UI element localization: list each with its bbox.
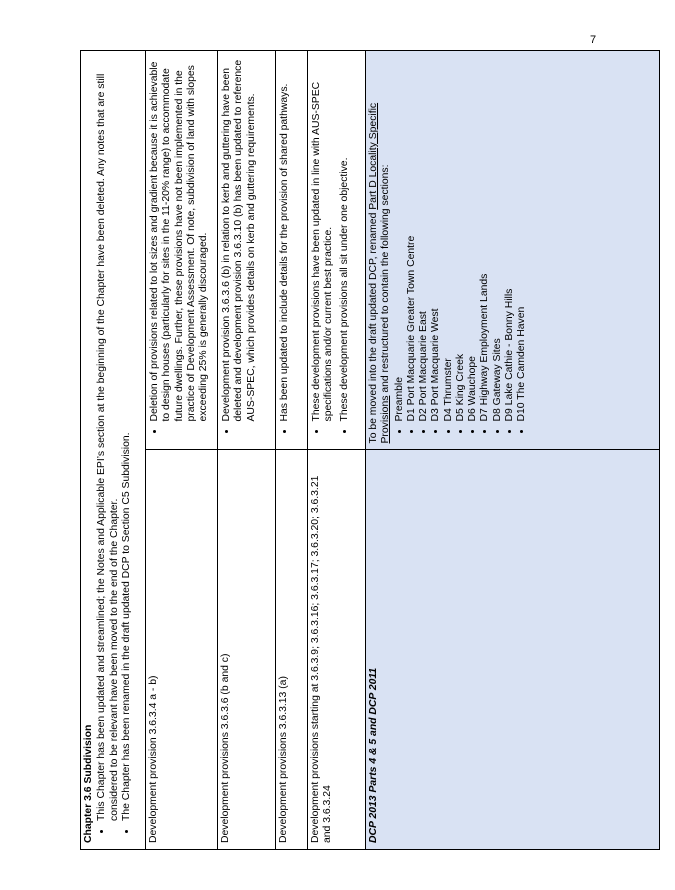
page-number: 7 — [590, 34, 597, 46]
table-row — [366, 51, 660, 850]
chapter-note: • The Chapter has been renamed in the draft updated DCP to Section C5 Subdivision. — [121, 56, 133, 821]
list-item: • D7 Highway Employment Lands — [479, 56, 491, 422]
list-item: • These development provisions all sit under one objective. — [339, 56, 351, 422]
provision-description — [146, 51, 218, 451]
provision-description — [276, 51, 308, 451]
table-row — [308, 51, 366, 850]
list-item: • Has been updated to include details for the provision of shared pathways. — [279, 56, 291, 422]
provision-label: Development provisions starting at 3.6.3.9; 3.6.3.16; 3.6.3.17; 3.6.3.20; 3.6.3.21 and 3.6.3.24 — [308, 450, 366, 850]
provision-description — [308, 51, 366, 451]
rotated-page-content — [80, 50, 660, 850]
list-item: • Preamble — [394, 56, 406, 422]
list-item: • D3 Port Macquarie West — [430, 56, 442, 422]
list-item: • D5 King Creek — [455, 56, 467, 422]
list-item: • D6 Wauchope — [467, 56, 479, 422]
provision-label: Development provision 3.6.3.4 a - b) — [146, 450, 218, 850]
chapter-header-cell — [81, 51, 146, 850]
list-item: • D9 Lake Cathie - Bonny Hills — [504, 56, 516, 422]
provision-label: Development provisions 3.6.3.13 (a) — [276, 450, 308, 850]
part-d-link-text: Part D Locality Specific Provisions — [368, 102, 392, 444]
table-row — [146, 51, 218, 850]
list-item: • D1 Port Macquarie Greater Town Centre — [406, 56, 418, 422]
chapter-note: • This Chapter has been updated and streamlined; the Notes and Applicable EPI’s section at the beginning of the Chapter have been deleted. Any notes that are still considered to be relevant have been moved to the end of the Chapter. — [96, 56, 121, 821]
chapter-title: Chapter 3.6 Subdivision — [83, 724, 94, 843]
table-row — [218, 51, 276, 850]
summary-table — [80, 50, 660, 850]
section-list — [394, 56, 529, 444]
list-item: • Development provision 3.6.3.6 (b) in relation to kerb and guttering have been deleted and development provision 3.6.3.10 (b) has been updated to reference AUS-SPEC, which provides details on kerb and guttering requirements. — [221, 56, 258, 422]
list-item: • D10 The Camden Haven — [516, 56, 528, 422]
chapter-notes-list — [96, 56, 133, 843]
list-item: • D2 Port Macquarie East — [418, 56, 430, 422]
provision-description — [218, 51, 276, 451]
list-item: • D4 Thrumster — [443, 56, 455, 422]
list-item: • These development provisions have been updated in line with AUS-SPEC specifications and/or current best practice. — [311, 56, 336, 422]
provision-label: DCP 2013 Parts 4 & 5 and DCP 2011 — [366, 450, 660, 850]
provision-label: Development provisions 3.6.3.6 (b and c) — [218, 450, 276, 850]
table-row — [276, 51, 308, 850]
list-item: • Deletion of provisions related to lot sizes and gradient because it is achievable to design houses (particularly for sites in the 11-20% range) to accommodate future dwellings. Further, these provisions have not been implemented in the practice of Development Assessment. Of note, subdivision of land with slopes exceeding 25% is generally discouraged. — [149, 56, 210, 422]
intro-text: To be moved into the draft updated DCP, renamed Part D Locality Specific Provisions and restructured to contain the following sections: — [368, 102, 392, 444]
provision-description — [366, 51, 660, 451]
chapter-header-row — [81, 51, 146, 850]
list-item: • D8 Gateway Sites — [492, 56, 504, 422]
